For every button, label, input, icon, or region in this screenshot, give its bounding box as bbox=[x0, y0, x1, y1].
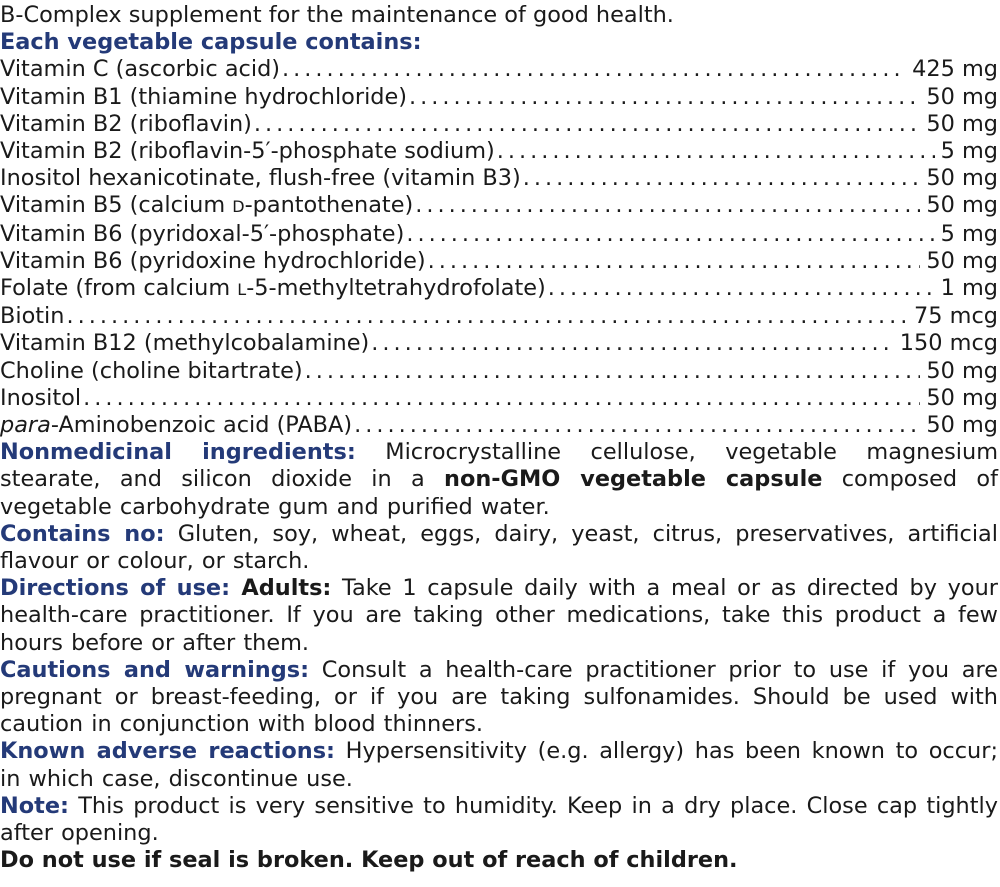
dot-leader bbox=[497, 138, 935, 165]
ingredient-row bbox=[0, 412, 998, 439]
note-text: This product is very sensitive to humidity. Keep in a dry place. Close cap tightly after opening. bbox=[0, 792, 998, 847]
dot-leader bbox=[428, 248, 921, 275]
ingredient-name: Choline (choline bitartrate) bbox=[0, 357, 303, 384]
ingredient-name: Inositol bbox=[0, 384, 82, 411]
nonmedicinal-section bbox=[0, 439, 998, 521]
ingredient-row bbox=[0, 138, 998, 165]
cautions-text: Consult a health-care practitioner prior to use if you are pregnant or breast-feeding, or if you are taking sulfonamides. Should be used with caution in conjunction with blood thinners. bbox=[0, 656, 998, 738]
dot-leader bbox=[371, 330, 894, 357]
dot-leader bbox=[523, 165, 921, 192]
ingredient-name: Vitamin B1 (thiamine hydrochloride) bbox=[0, 83, 408, 110]
note-label: Note: bbox=[0, 792, 69, 819]
ingredient-name: Inositol hexanicotinate, flush-free (vitamin B3) bbox=[0, 165, 521, 192]
nonmedicinal-label: Nonmedicinal ingredients: bbox=[0, 439, 356, 466]
contains-no-section bbox=[0, 521, 998, 575]
ingredient-name: Vitamin B5 (calcium D-pantothenate) bbox=[0, 192, 414, 219]
ingredient-amount: 150 mcg bbox=[899, 330, 998, 357]
ingredient-row bbox=[0, 111, 998, 138]
contains-no-label: Contains no: bbox=[0, 520, 165, 547]
ingredient-amount: 50 mg bbox=[926, 384, 998, 411]
ingredient-name: Vitamin C (ascorbic acid) bbox=[0, 56, 281, 83]
dot-leader bbox=[415, 192, 920, 219]
adverse-label: Known adverse reactions: bbox=[0, 738, 336, 765]
adverse-section bbox=[0, 738, 998, 792]
adults-label: Adults: bbox=[230, 575, 332, 602]
ingredient-amount: 1 mg bbox=[940, 275, 998, 302]
ingredient-row bbox=[0, 221, 998, 248]
dot-leader bbox=[406, 221, 934, 248]
ingredient-amount: 50 mg bbox=[926, 192, 998, 219]
nonmedicinal-text: Microcrystalline cellulose, vegetable magnesium stearate, and silicon dioxide in a bbox=[0, 439, 999, 493]
ingredient-row bbox=[0, 165, 998, 192]
note-section bbox=[0, 793, 998, 847]
directions-text: Take 1 capsule daily with a meal or as directed by your health-care practitioner. If you are taking other medications, take this product a few hours before or after them. bbox=[0, 575, 998, 656]
ingredient-name: Vitamin B2 (riboflavin-5′-phosphate sodium) bbox=[0, 138, 495, 165]
ingredient-row bbox=[0, 248, 998, 275]
dot-leader bbox=[282, 56, 906, 83]
ingredient-amount: 50 mg bbox=[926, 110, 998, 137]
directions-section bbox=[0, 575, 998, 657]
ingredient-list bbox=[0, 56, 1000, 439]
dot-leader bbox=[548, 275, 935, 302]
dot-leader bbox=[83, 385, 920, 412]
ingredient-amount: 425 mg bbox=[912, 56, 998, 83]
capsule-heading: Each vegetable capsule contains: bbox=[0, 29, 422, 56]
ingredient-name: Vitamin B12 (methylcobalamine) bbox=[0, 330, 370, 357]
ingredient-name: Vitamin B6 (pyridoxal-5′-phosphate) bbox=[0, 220, 405, 247]
directions-label: Directions of use: bbox=[0, 575, 231, 602]
ingredient-amount: 5 mg bbox=[940, 220, 998, 247]
ingredient-name: para-Aminobenzoic acid (PABA) bbox=[0, 412, 353, 439]
ingredient-name: Biotin bbox=[0, 303, 65, 330]
warning-text: Do not use if seal is broken. Keep out of reach of children. bbox=[0, 847, 738, 874]
ingredient-amount: 75 mcg bbox=[914, 303, 998, 330]
ingredient-row bbox=[0, 385, 998, 412]
dot-leader bbox=[254, 111, 920, 138]
ingredient-amount: 50 mg bbox=[926, 412, 998, 439]
dot-leader bbox=[354, 412, 920, 439]
contains-no-text: Gluten, soy, wheat, eggs, dairy, yeast, citrus, preservatives, artificial flavour or colour, or starch. bbox=[0, 520, 998, 575]
ingredient-row bbox=[0, 56, 998, 83]
dot-leader bbox=[409, 84, 920, 111]
ingredient-row bbox=[0, 84, 998, 111]
ingredient-name: Vitamin B2 (riboflavin) bbox=[0, 110, 252, 137]
adverse-text: Hypersensitivity (e.g. allergy) has been known to occur; in which case, discontinue use. bbox=[0, 738, 998, 792]
ingredient-row bbox=[0, 330, 998, 357]
ingredient-amount: 50 mg bbox=[926, 165, 998, 192]
dot-leader bbox=[66, 303, 908, 330]
ingredient-row bbox=[0, 358, 998, 385]
ingredient-row bbox=[0, 192, 998, 220]
dot-leader bbox=[305, 358, 921, 385]
ingredient-row bbox=[0, 303, 998, 330]
cautions-label: Cautions and warnings: bbox=[0, 656, 310, 683]
ingredient-name: Vitamin B6 (pyridoxine hydrochloride) bbox=[0, 247, 426, 274]
cautions-section bbox=[0, 657, 998, 739]
nonmedicinal-text-2: composed of vegetable carbohydrate gum and purified water. bbox=[0, 466, 999, 520]
ingredient-name: Folate (from calcium L-5-methyltetrahydrofolate) bbox=[0, 275, 546, 302]
ingredient-amount: 50 mg bbox=[926, 247, 998, 274]
ingredient-amount: 5 mg bbox=[940, 138, 998, 165]
ingredient-row bbox=[0, 275, 998, 303]
capsule-type: non-GMO vegetable capsule bbox=[444, 466, 823, 493]
ingredient-amount: 50 mg bbox=[926, 83, 998, 110]
intro-text: B-Complex supplement for the maintenance of good health. bbox=[0, 2, 674, 28]
ingredient-amount: 50 mg bbox=[926, 357, 998, 384]
